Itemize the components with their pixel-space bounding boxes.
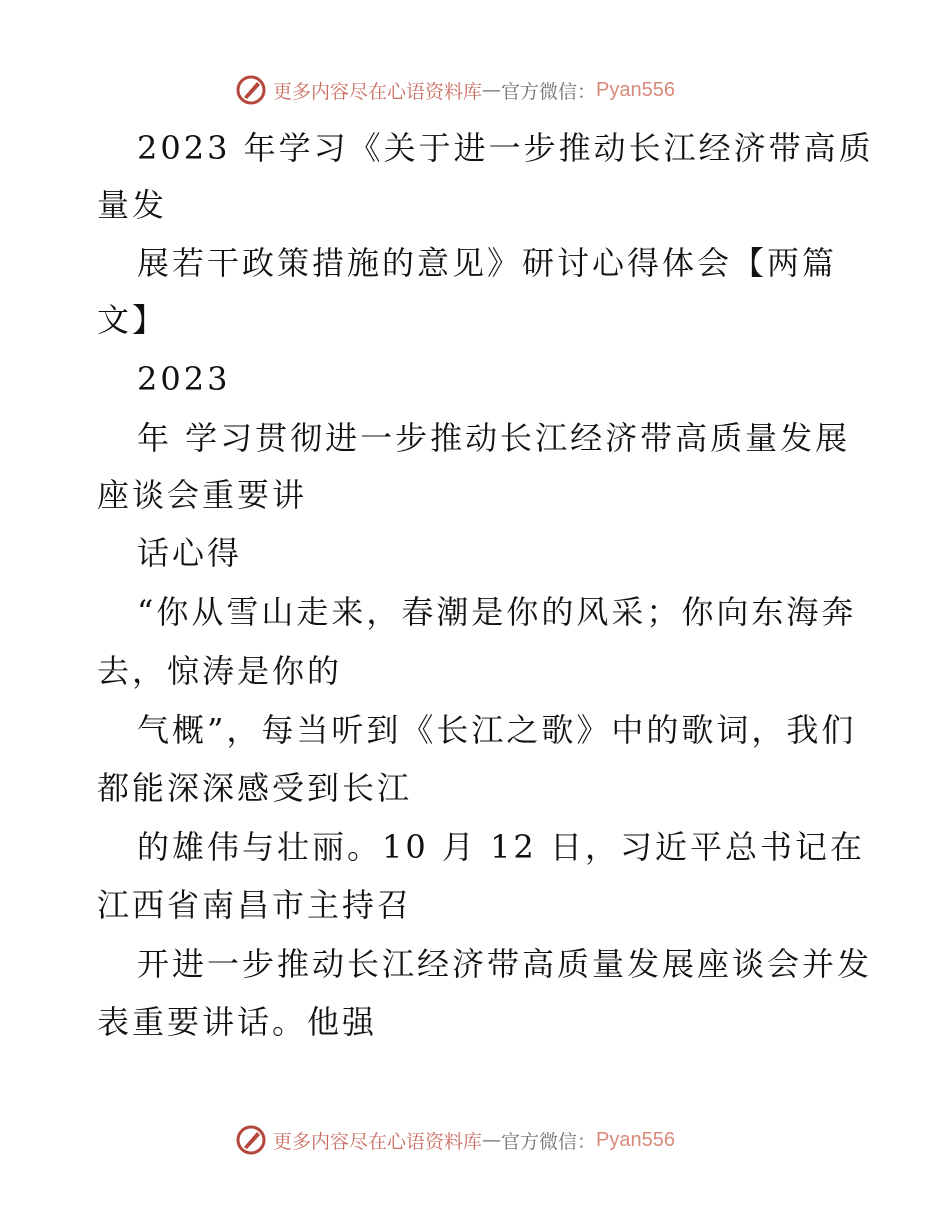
doc-line: 表重要讲话。他强 xyxy=(97,1003,378,1041)
doc-line: 气概”，每当听到《长江之歌》中的歌词，我们 xyxy=(137,711,857,749)
footer-watermark xyxy=(235,1122,675,1158)
doc-line: 江西省南昌市主持召 xyxy=(97,886,413,924)
watermark-wechat-id: Pyan556 xyxy=(596,1128,675,1151)
doc-line: “你从雪山走来，春潮是你的风采；你向东海奔 xyxy=(137,593,857,631)
watermark-wechat-id: Pyan556 xyxy=(596,78,675,101)
watermark-wechat-label: 官方微信： xyxy=(501,80,597,103)
doc-line: 开进一步推动长江经济带高质量发展座谈会并发 xyxy=(137,945,873,983)
watermark-site: 更多内容尽在心语资料库 xyxy=(273,1130,483,1153)
watermark-wechat-label: 官方微信： xyxy=(501,1130,597,1153)
doc-line: 2023 年学习《关于进一步推动长江经济带高质 xyxy=(137,129,874,167)
pen-logo-icon xyxy=(235,74,267,106)
watermark-site: 更多内容尽在心语资料库 xyxy=(273,80,483,103)
doc-line: 年 学习贯彻进一步推动长江经济带高质量发展 xyxy=(137,419,851,457)
doc-line: 话心得 xyxy=(137,534,243,572)
doc-line: 座谈会重要讲 xyxy=(97,476,308,514)
watermark-dash: — xyxy=(482,1129,502,1151)
pen-logo-icon xyxy=(235,1124,267,1156)
doc-line: 文】 xyxy=(97,301,168,339)
header-watermark xyxy=(235,72,675,108)
doc-line: 展若干政策措施的意见》研讨心得体会【两篇 xyxy=(137,244,838,282)
doc-line: 去，惊涛是你的 xyxy=(97,652,343,690)
doc-line: 2023 xyxy=(137,360,231,398)
doc-line: 的雄伟与壮丽。10 月 12 日，习近平总书记在 xyxy=(137,828,865,866)
doc-line: 都能深深感受到长江 xyxy=(97,769,413,807)
doc-line: 量发 xyxy=(97,186,168,224)
watermark-dash: — xyxy=(482,79,502,101)
